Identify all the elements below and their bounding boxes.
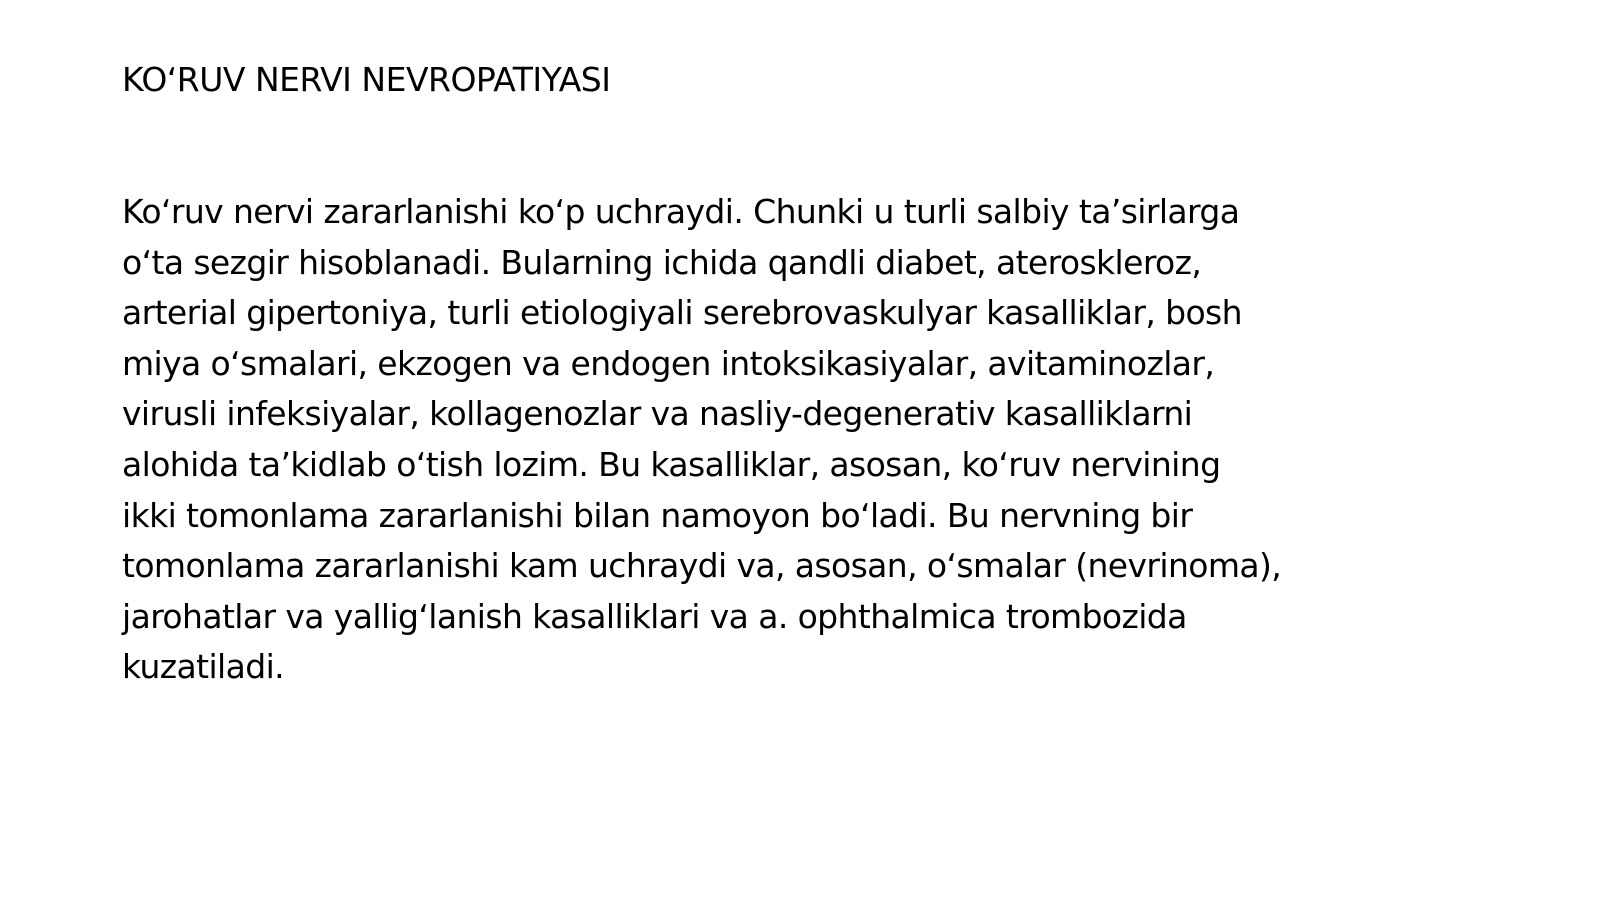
body-line: jarohatlar va yallig‘lanish kasalliklari va a. ophthalmica trombozida [122,596,1187,636]
body-line: o‘ta sezgir hisoblanadi. Bularning ichida qandli diabet, ateroskleroz, [122,242,1202,282]
slide-body-text [122,187,1522,693]
body-line: virusli infeksiyalar, kollagenozlar va nasliy-degenerativ kasalliklarni [122,394,1193,434]
body-line: arterial gipertoniya, turli etiologiyali serebrovaskulyar kasalliklar, bosh [122,293,1242,333]
body-line: alohida ta’kidlab o‘tish lozim. Bu kasalliklar, asosan, ko‘ruv nervining [122,444,1221,484]
body-line: Ko‘ruv nervi zararlanishi ko‘p uchraydi. Chunki u turli salbiy ta’sirlarga [122,192,1240,231]
body-line: ikki tomonlama zararlanishi bilan namoyon bo‘ladi. Bu nervning bir [122,495,1193,535]
body-line: tomonlama zararlanishi kam uchraydi va, asosan, o‘smalar (nevrinoma), [122,546,1282,586]
body-line: miya o‘smalari, ekzogen va endogen intoksikasiyalar, avitaminozlar, [122,343,1215,383]
body-line: kuzatiladi. [122,647,285,687]
slide-title: KO‘RUV NERVI NEVROPATIYASI [122,60,611,99]
